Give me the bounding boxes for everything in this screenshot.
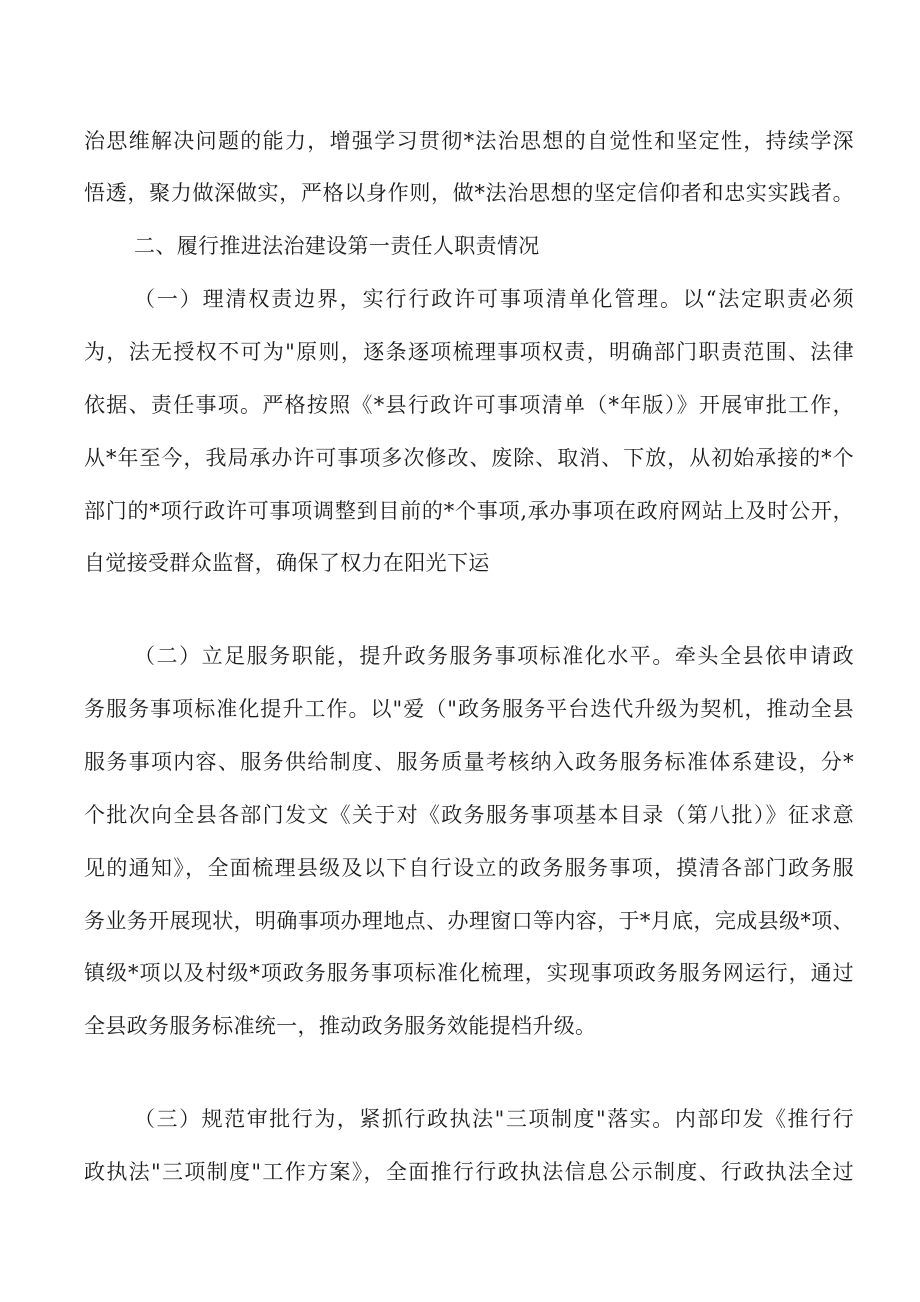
text-line: 镇级*项以及村级*项政务服务事项标准化梳理，实现事项政务服务网运行，通过: [84, 961, 854, 985]
text-line: 务服务事项标准化提升工作。以"爱（"政务服务平台迭代升级为契机，推动全县: [84, 697, 854, 721]
text-line: 治思维解决问题的能力，增强学习贯彻*法治思想的自觉性和坚定性，持续学深: [84, 129, 854, 153]
text-line: 自觉接受群众监督，确保了权力在阳光下运: [84, 551, 490, 575]
paragraph-first-line: （一）理清权责边界，实行行政许可事项清单化管理。以“法定职责必须: [134, 287, 854, 311]
section-heading: 二、履行推进法治建设第一责任人职责情况: [134, 234, 540, 258]
text-line: 服务事项内容、服务供给制度、服务质量考核纳入政务服务标准体系建设，分*: [84, 750, 854, 774]
text-line: 见的通知》，全面梳理县级及以下自行设立的政务服务事项，摸清各部门政务服: [84, 856, 854, 880]
text-line: 部门的*项行政许可事项调整到目前的*个事项,承办事项在政府网站上及时公开，: [84, 499, 854, 523]
text-line: 为，法无授权不可为"原则，逐条逐项梳理事项权责，明确部门职责范围、法律: [84, 340, 854, 364]
paragraph-first-line: （二）立足服务职能，提升政务服务事项标准化水平。牵头全县依申请政: [134, 644, 854, 668]
text-line: 依据、责任事项。严格按照《*县行政许可事项清单（*年版）》开展审批工作，: [84, 393, 854, 417]
text-line: 务业务开展现状，明确事项办理地点、办理窗口等内容，于*月底，完成县级*项、: [84, 909, 854, 933]
text-line: 个批次向全县各部门发文《关于对《政务服务事项基本目录（第八批）》征求意: [84, 803, 854, 827]
text-line: 全县政务服务标准统一，推动政务服务效能提档升级。: [84, 1014, 597, 1038]
paragraph-first-line: （三）规范审批行为，紧抓行政执法"三项制度"落实。内部印发《推行行: [134, 1107, 854, 1131]
text-line: 悟透，聚力做深做实，严格以身作则，做*法治思想的坚定信仰者和忠实实践者。: [84, 181, 854, 205]
text-line: 从*年至今，我局承办许可事项多次修改、废除、取消、下放，从初始承接的*个: [84, 446, 854, 470]
text-line: 政执法"三项制度"工作方案》，全面推行行政执法信息公示制度、行政执法全过: [84, 1160, 854, 1184]
